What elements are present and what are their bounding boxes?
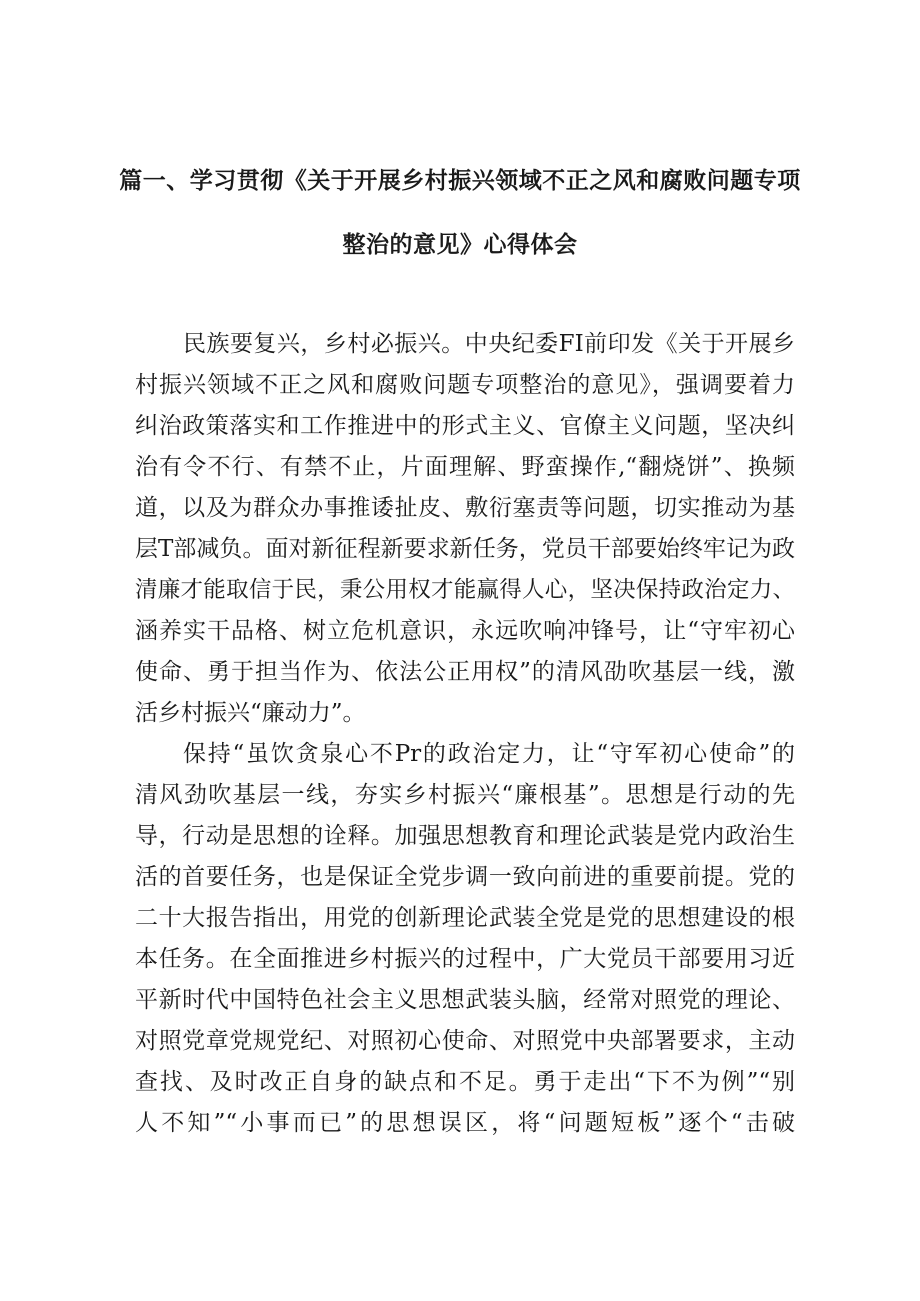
paragraph-line: 道，以及为群众办事推诿扯皮、敷衍塞责等问题，切实推动为基 [135,495,795,521]
paragraph-line: 平新时代中国特色社会主义思想武装头脑，经常对照党的理论、 [135,987,795,1013]
paragraph-line: 保持“虽饮贪泉心不Pr的政治定力，让“守军初心使命”的 [183,741,795,767]
document-title-line-1: 篇一、学习贯彻《关于开展乡村振兴领域不正之风和腐败问题专项 [119,168,801,194]
paragraph-line: 层T部减负。面对新征程新要求新任务，党员干部要始终牢记为政 [135,536,795,562]
paragraph-line: 民族要复兴，乡村必振兴。中央纪委FI前印发《关于开展乡 [183,331,795,357]
paragraph-line: 对照党章党规党纪、对照初心使命、对照党中央部署要求，主动 [135,1028,795,1054]
paragraph-line: 村振兴领域不正之风和腐败问题专项整治的意见》，强调要着力 [135,372,795,398]
paragraph-line: 活乡村振兴“廉动力”。 [135,700,366,726]
paragraph-line: 人不知”“小事而已”的思想误区，将“问题短板”逐个“击破 [135,1110,795,1136]
document-title-line-2: 整治的意见》心得体会 [342,232,578,258]
paragraph-line: 涵养实干品格、树立危机意识，永远吹响冲锋号，让“守牢初心 [135,618,795,644]
paragraph-line: 清廉才能取信于民，秉公用权才能赢得人心，坚决保持政治定力、 [135,577,795,603]
paragraph-line: 使命、勇于担当作为、依法公正用权”的清风劭吹基层一线，激 [135,659,795,685]
paragraph-line: 清风劲吹基层一线，夯实乡村振兴“廉根基”。思想是行动的先 [135,782,795,808]
paragraph-line: 活的首要任务，也是保证全党步调一致向前进的重要前提。党的 [135,864,795,890]
paragraph-line: 二十大报告指出，用党的创新理论武装全党是党的思想建设的根 [135,905,795,931]
paragraph-line: 本任务。在全面推进乡村振兴的过程中，广大党员干部要用习近 [135,946,795,972]
paragraph-line: 查找、及时改正自身的缺点和不足。勇于走出“下不为例”“别 [135,1069,795,1095]
paragraph-line: 导，行动是思想的诠释。加强思想教育和理论武装是党内政治生 [135,823,795,849]
paragraph-line: 治有令不行、有禁不止，片面理解、野蛮操作,“翻烧饼”、换频 [135,454,795,480]
paragraph-line: 纠治政策落实和工作推进中的形式主义、官僚主义问题，坚决纠 [135,413,795,439]
